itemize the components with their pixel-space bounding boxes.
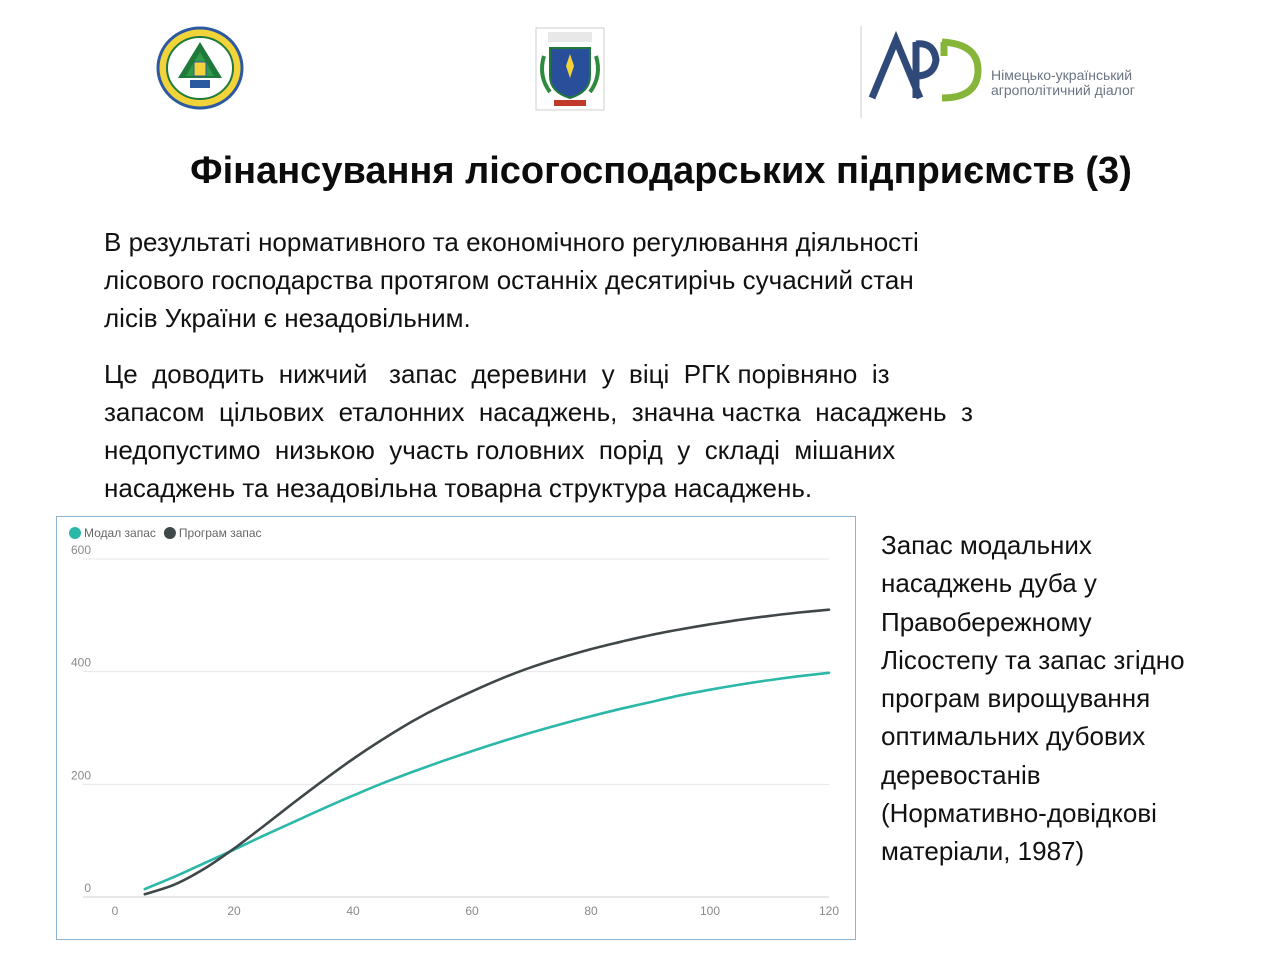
caption-line: деревостанів [881,759,1041,790]
caption-line: (Нормативно-довідкові [881,798,1157,829]
y-tick-label: 600 [70,543,91,557]
paragraph-line: запасом цільових еталонних насаджень, значна частка насаджень з [104,397,973,427]
apd-caption-line: агрополітичний діалог [991,82,1135,98]
chart-canvas [57,517,855,939]
caption-line: матеріали, 1987) [881,836,1085,867]
forestry-university-logo [156,26,244,110]
x-tick-label: 40 [346,904,360,918]
apd-logo [860,26,1160,118]
apd-mark-icon [866,26,992,118]
paragraph-line: лісового господарства протягом останніх десятирічь сучасний стан [104,265,914,295]
paragraph-line: Це доводить нижчий запас деревини у віці РГК порівняно із [104,359,890,389]
caption-line: Правобережному [881,606,1092,637]
y-tick-label: 0 [84,881,91,895]
legend-label-2: Програм запас [178,526,262,540]
series-line-1 [145,673,829,889]
slide-title: Фінансування лісогосподарських підприємств (3) [190,150,1132,192]
caption-line: програм вирощування [881,683,1151,714]
chart-caption [881,526,1261,871]
legend-label-1: Модал запас [84,526,156,540]
x-tick-label: 20 [227,904,241,918]
x-tick-label: 0 [111,904,119,918]
legend-marker-1 [69,527,81,539]
y-tick-label: 200 [70,768,91,783]
paragraph-line: В результаті нормативного та економічного регулювання діяльності [104,227,919,257]
y-tick-label: 400 [70,655,91,670]
legend-marker-2 [164,527,176,539]
x-tick-label: 120 [818,904,840,918]
x-tick-label: 80 [584,904,598,918]
caption-line: Запас модальних [881,530,1092,560]
paragraph-line: насаджень та незадовільна товарна структура насаджень. [104,473,813,503]
caption-line: оптимальних дубових [881,721,1146,752]
caption-line: насаджень дуба у [881,568,1097,599]
x-tick-label: 60 [465,904,479,918]
paragraph-line: недопустимо низькою участь головних порід у складі мішаних [104,435,896,465]
paragraph-1 [104,223,1184,337]
series-line-2 [145,610,829,895]
university-coat-of-arms-logo [534,26,606,112]
paragraph-2 [104,355,1184,507]
paragraph-line: лісів України є незадовільним. [104,303,471,333]
stock-chart [56,516,856,940]
logo-divider [860,26,862,118]
caption-line: Лісостепу та запас згідно [881,644,1185,675]
apd-caption-line: Німецько-український [991,67,1133,83]
x-tick-label: 100 [699,904,721,918]
